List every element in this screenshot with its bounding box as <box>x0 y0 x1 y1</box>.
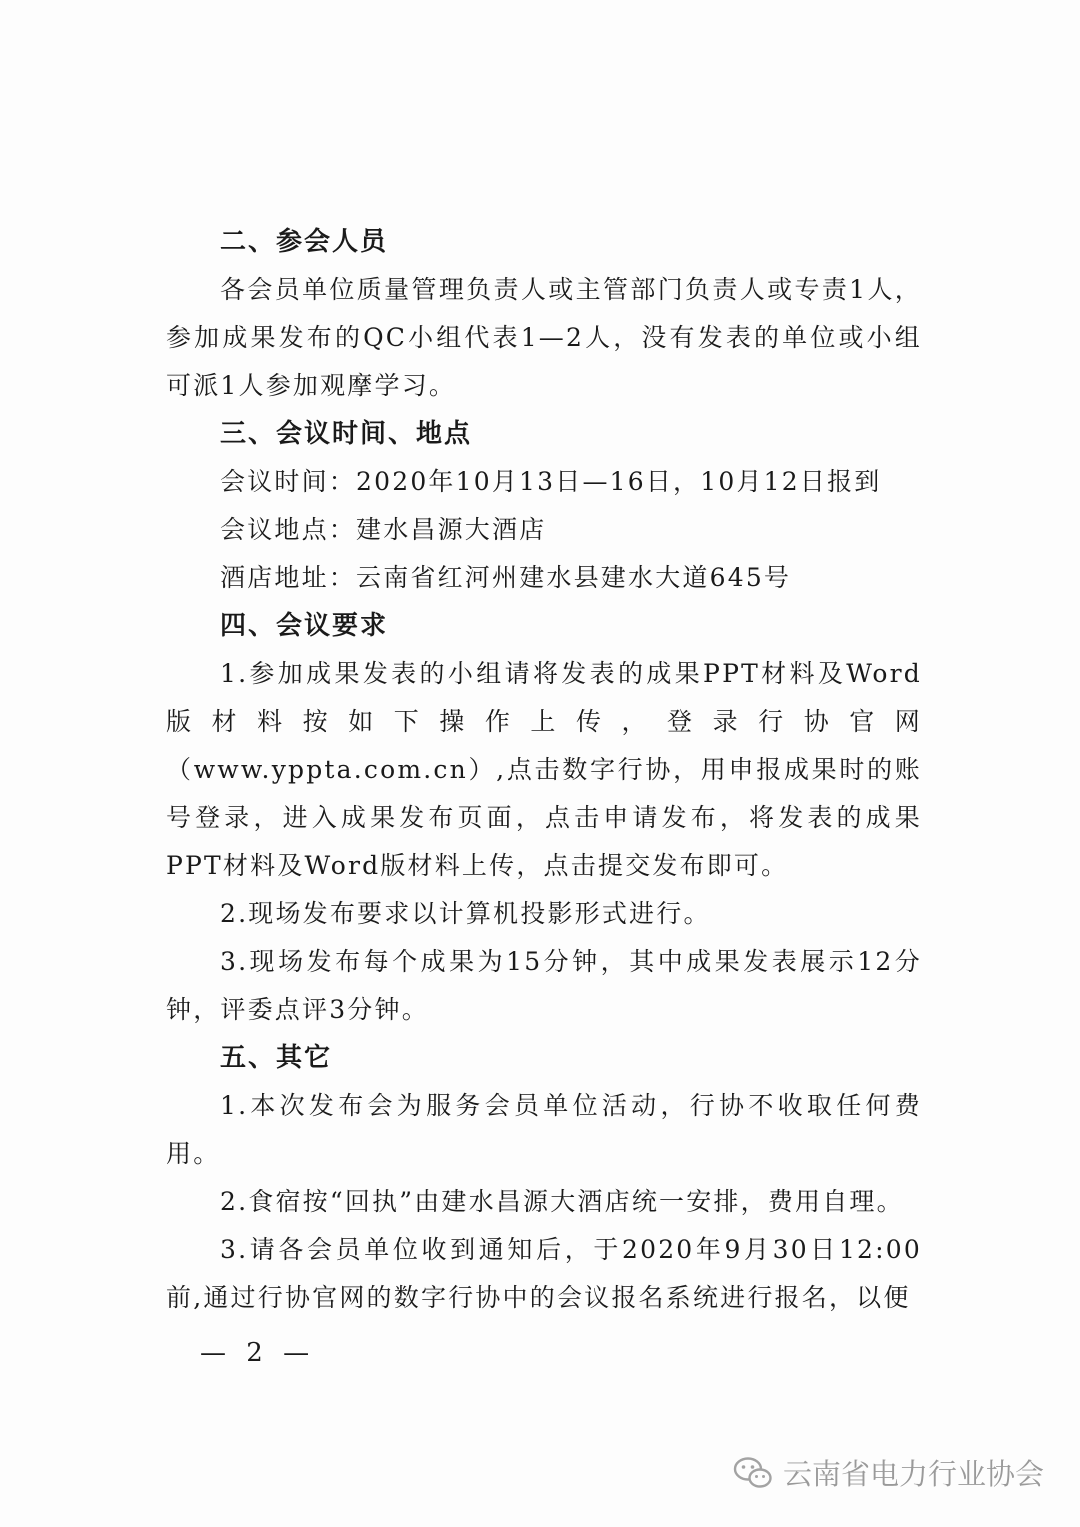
hotel-address-line: 酒店地址：云南省红河州建水县建水大道645号 <box>220 563 792 592</box>
section-heading-other: 五、其它 <box>220 1043 333 1073</box>
other-item-3: 3.请各会员单位收到通知后，于2020年9月30日12:00前,通过行协官网的数字行协中的会议报名系统进行报名，以便 <box>166 1235 922 1312</box>
requirement-item-1: 1.参加成果发表的小组请将发表的成果PPT材料及Word版材料按如下操作上传，登录行协官网（www.yppta.com.cn）,点击数字行协，用申报成果时的账号登录，进入成果发布页面，点击申请发布，将发表的成果PPT材料及Word版材料上传，点击提交发布即可。 <box>166 659 922 880</box>
meeting-place-line: 会议地点：建水昌源大酒店 <box>220 515 547 544</box>
requirement-item-3: 3.现场发布每个成果为15分钟，其中成果发表展示12分钟，评委点评3分钟。 <box>166 947 922 1024</box>
wechat-icon <box>733 1456 773 1490</box>
watermark-text: 云南省电力行业协会 <box>782 1457 1044 1491</box>
section-heading-requirements: 四、会议要求 <box>220 611 389 641</box>
wechat-watermark <box>733 1452 1044 1493</box>
page-number: — 2 — <box>200 1338 316 1368</box>
document-body <box>166 218 922 1322</box>
other-item-1: 1.本次发布会为服务会员单位活动，行协不收取任何费用。 <box>166 1091 922 1168</box>
section-heading-attendees: 二、参会人员 <box>220 227 389 257</box>
meeting-time-line: 会议时间：2020年10月13日—16日，10月12日报到 <box>220 467 882 496</box>
other-item-2: 2.食宿按“回执”由建水昌源大酒店统一安排，费用自理。 <box>220 1187 904 1216</box>
requirement-item-2: 2.现场发布要求以计算机投影形式进行。 <box>220 899 711 928</box>
attendees-paragraph: 各会员单位质量管理负责人或主管部门负责人或专责1人，参加成果发布的QC小组代表1—2人，没有发表的单位或小组可派1人参加观摩学习。 <box>166 275 922 400</box>
section-heading-time-place: 三、会议时间、地点 <box>220 419 473 449</box>
